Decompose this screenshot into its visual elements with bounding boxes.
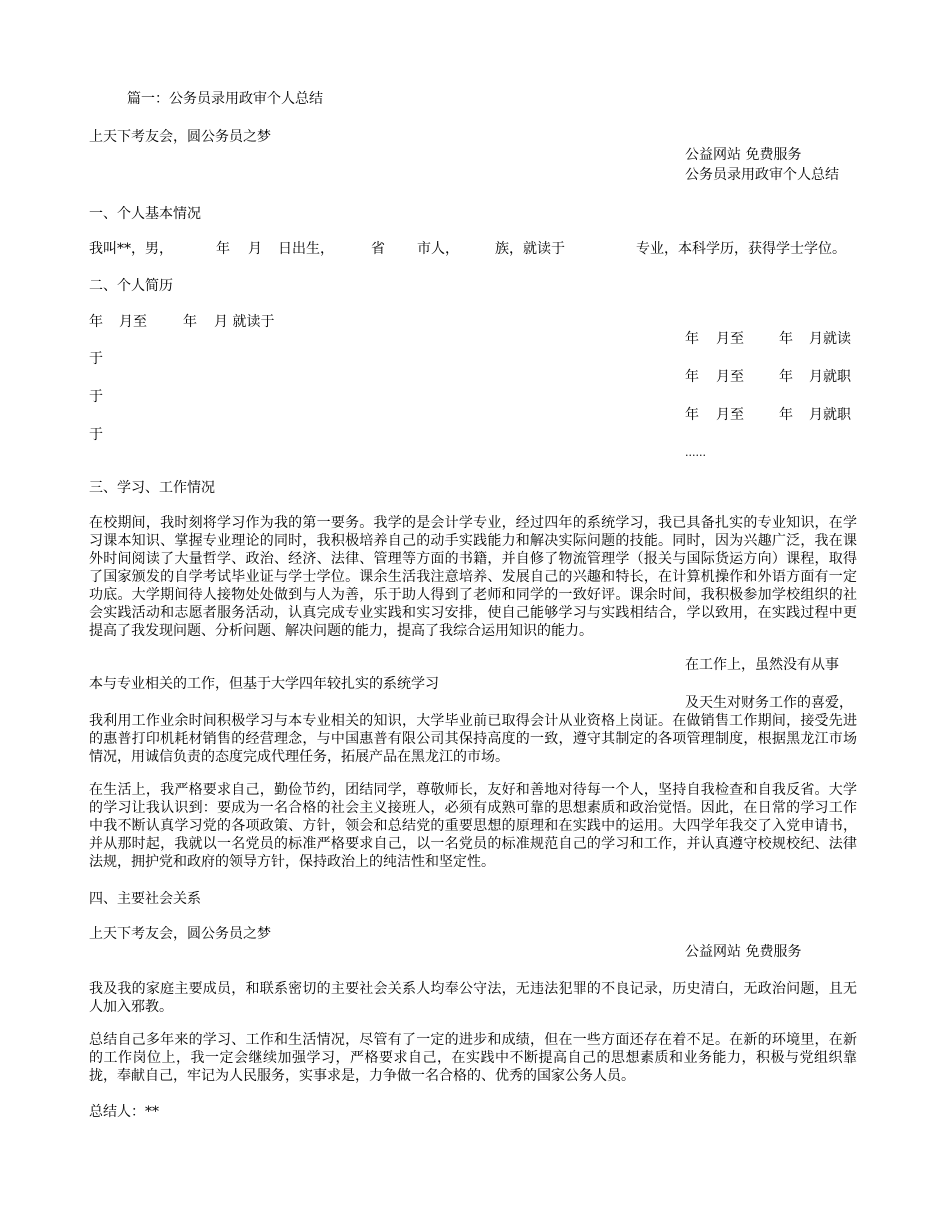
basic-info-part: 族，就读于 — [495, 241, 565, 257]
document-title: 篇一：公务员录用政审个人总结 — [127, 91, 323, 107]
work-text-b: 本与专业相关的工作，但基于大学四年较扎实的系统学习 — [89, 676, 439, 692]
basic-info-part: 省 — [371, 241, 385, 257]
resume-text: 年 — [779, 407, 793, 423]
section-heading-social-relations: 四、主要社会关系 — [89, 891, 201, 907]
site-label: 公益网站 免费服务 — [685, 147, 802, 163]
banner-text: 上天下考友会，圆公务员之梦 — [89, 129, 271, 145]
resume-text: 年 — [685, 407, 699, 423]
basic-info-part: 我叫**，男， — [89, 241, 173, 257]
section-heading-basic-info: 一、个人基本情况 — [89, 206, 201, 222]
study-paragraph: 在校期间，我时刻将学习作为我的第一要务。我学的是会计学专业，经过四年的系统学习，我已具备扎实的专业知识，在学习课本知识、掌握专业理论的同时，我积极培养自己的动手实践能力和解决实际问题的技能。同时，因为兴趣广泛，我在课外时间阅读了大量哲学、政治、经济、法律、管理等方面的书籍，并自修了物流管理学（报关与国际货运方向）课程，取得了国家颁发的自学考试毕业证与学士学位。课余生活我注意培养、发展自己的兴趣和特长，在计算机操作和外语方面有一定功底。大学期间待人接物处处做到与人为善，乐于助人得到了老师和同学的一致好评。课余时间，我积极参加学校组织的社会实践活动和志愿者服务活动，认真完成专业实践和实习安排，使自己能够学习与实践相结合，学以致用，在实践过程中更提高了我发现问题、分析问题、解决问题的能力，提高了我综合运用知识的能力。 — [89, 515, 857, 639]
resume-text: 月就读 — [809, 331, 851, 347]
resume-text: 月至 — [716, 407, 744, 423]
basic-info-part: 专业，本科学历，获得学士学位。 — [636, 241, 846, 257]
site-label: 公益网站 免费服务 — [685, 944, 802, 960]
work-text-c: 及天生对财务工作的喜爱， — [685, 695, 853, 711]
resume-text: 年 — [89, 314, 103, 330]
resume-text: 月至 — [119, 314, 147, 330]
site-subtitle: 公务员录用政审个人总结 — [685, 167, 839, 183]
resume-text: 年 — [779, 331, 793, 347]
relations-paragraph: 我及我的家庭主要成员，和联系密切的主要社会关系人均奉公守法，无违法犯罪的不良记录，历史清白，无政治问题，且无人加入邪教。 — [89, 981, 857, 1015]
resume-yu: 于 — [89, 351, 103, 367]
life-paragraph: 在生活上，我严格要求自己，勤俭节约，团结同学，尊敬师长，友好和善地对待每一个人，坚持自我检查和自我反省。大学的学习让我认识到：要成为一名合格的社会主义接班人，必须有成熟可靠的思想素质和政治觉悟。因此，在日常的学习工作中我不断认真学习党的各项政策、方针，领会和总结党的重要思想的原理和在实践中的运用。大四学年我交了入党申请书，并从那时起，我就以一名党员的标准严格要求自己，以一名党员的标准规范自己的学习和工作，并认真遵守校规校纪、法律法规，拥护党和政府的领导方针，保持政治上的纯洁性和坚定性。 — [89, 782, 857, 870]
resume-text: 年 — [685, 369, 699, 385]
resume-yu: 于 — [89, 427, 103, 443]
banner-text: 上天下考友会，圆公务员之梦 — [89, 926, 271, 942]
resume-yu: 于 — [89, 389, 103, 405]
resume-text: 年 — [779, 369, 793, 385]
resume-ellipsis: ...... — [685, 446, 706, 459]
resume-text: 年 — [183, 314, 197, 330]
basic-info-part: 市人， — [417, 241, 459, 257]
work-text-a: 在工作上，虽然没有从事 — [685, 657, 839, 673]
resume-text: 月 就读于 — [214, 314, 275, 330]
work-paragraph: 我利用工作业余时间积极学习与本专业相关的知识，大学毕业前已取得会计从业资格上岗证。在做销售工作期间，接受先进的惠普打印机耗材销售的经营理念，与中国惠普有限公司其保持高度的一致，遵守其制定的各项管理制度，根据黑龙江市场情况，用诚信负责的态度完成代理任务，拓展产品在黑龙江的市场。 — [89, 713, 857, 765]
resume-text: 月至 — [716, 331, 744, 347]
basic-info-part: 日出生， — [278, 241, 334, 257]
signature: 总结人：** — [89, 1104, 159, 1120]
resume-text: 月就职 — [809, 369, 851, 385]
basic-info-part: 年 — [216, 241, 230, 257]
summary-paragraph: 总结自己多年来的学习、工作和生活情况，尽管有了一定的进步和成绩，但在一些方面还存在着不足。在新的环境里，在新的工作岗位上，我一定会继续加强学习，严格要求自己，在实践中不断提高自己的思想素质和业务能力，积极与党组织靠拢，奉献自己，牢记为人民服务，实事求是，力争做一名合格的、优秀的国家公务人员。 — [89, 1032, 857, 1084]
resume-text: 月至 — [716, 369, 744, 385]
resume-text: 年 — [685, 331, 699, 347]
section-heading-resume: 二、个人简历 — [89, 278, 173, 294]
section-heading-study-work: 三、学习、工作情况 — [89, 480, 215, 496]
basic-info-part: 月 — [248, 241, 262, 257]
resume-text: 月就职 — [809, 407, 851, 423]
